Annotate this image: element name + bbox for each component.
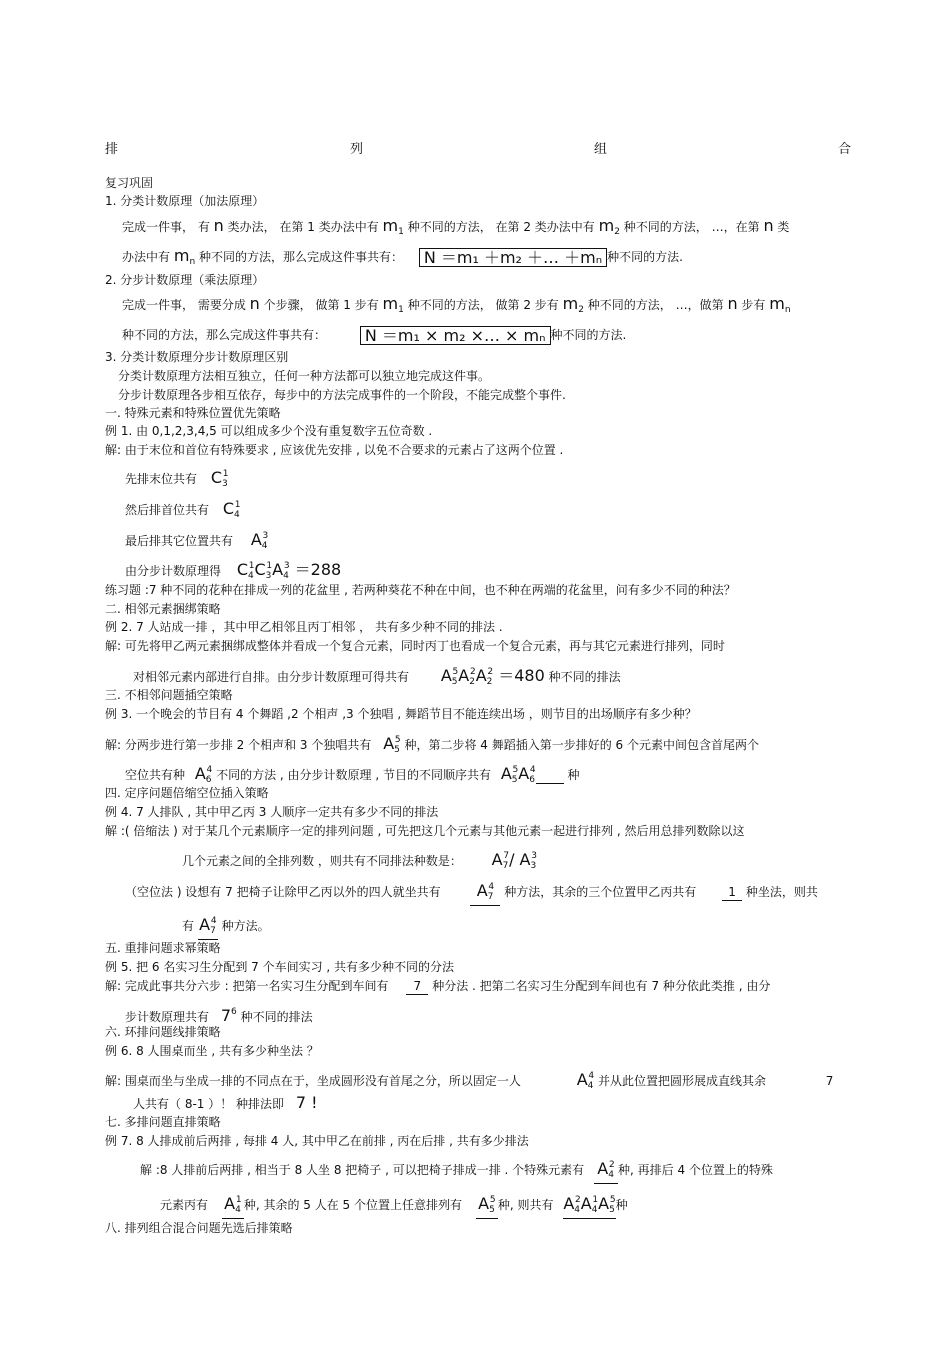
solution-1-result: 由分步计数原理得 $C_4^1C_3^1A_4^3 =288$	[125, 560, 342, 581]
example-2: 例 2. 7 人站成一排 ，其中甲乙相邻且丙丁相邻 ， 共有多少种不同的排法 .	[105, 620, 503, 634]
solution-2: 解: 可先将甲乙两元素捆绑成整体并看成一个复合元素，同时丙丁也看成一个复合元素，再与其它元素进行排列，同时	[105, 639, 725, 653]
product-formula-box: N ＝m₁ × m₂ ×… × mₙ	[360, 326, 551, 345]
title-char-4: 合	[838, 142, 852, 157]
solution-1: 解: 由于末位和首位有特殊要求 , 应该优先安排 , 以免不合要求的元素占了这两个位置 .	[105, 443, 564, 457]
example-5: 例 5. 把 6 名实习生分配到 7 个车间实习 , 共有多少种不同的分法	[105, 960, 455, 974]
strategy-2-heading: 二. 相邻元素捆绑策略	[105, 602, 221, 616]
strategy-5-heading: 五. 重排问题求幂策略	[105, 941, 221, 955]
multiplication-principle-line2: 种不同的方法，那么完成这件事共有： N ＝m₁ × m₂ ×… × mₙ 种不同的方法.	[122, 326, 627, 345]
solution-6-line1: 解: 围桌而坐与坐成一排的不同点在于，坐成圆形没有首尾之分，所以固定一人 $A_4^4$ 并从此位置把圆形展成直线其余 7	[105, 1070, 834, 1091]
solution-3-line2: 空位共有种 $A_6^4$ 不同的方法 , 由分步计数原理 , 节目的不同顺序共有 $A_5^5A_6^4$ 种	[125, 764, 580, 785]
multiplication-principle-line1: 完成一件事， 需要分成 n 个步骤， 做第 1 步有 $m_1$ 种不同的方法， 做第 2 步有 $m_2$ 种不同的方法， …，做第 n 步有 $m_n$	[122, 294, 791, 315]
example-4: 例 4. 7 人排队 , 其中甲乙丙 3 人顺序一定共有多少不同的排法	[105, 805, 439, 819]
strategy-7-heading: 七. 多排问题直排策略	[105, 1115, 221, 1129]
solution-4-line2: 几个元素之间的全排列数 ，则共有不同排法种数是： $A_7^7/$ $A_3^3$	[182, 850, 537, 871]
example-1: 例 1. 由 0,1,2,3,4,5 可以组成多少个没有重复数字五位奇数 .	[105, 424, 433, 438]
title-char-2: 列	[350, 142, 364, 157]
solution-6-line2: 人共有（ 8-1 ）！ 种排法即 7 !	[133, 1093, 318, 1112]
solution-1-step1: 先排末位共有 $C_3^1$	[125, 468, 229, 489]
solution-5-line2: 步计数原理共有 $7^6$ 种不同的排法	[125, 1006, 313, 1025]
solution-2-result: 对相邻元素内部进行自排。由分步计数原理可得共有 $A_5^5A_2^2A_2^2 =480$ 种不同的排法	[133, 666, 621, 687]
solution-1-step2: 然后排首位共有 $C_4^1$	[125, 499, 241, 520]
title-char-3: 组	[594, 142, 608, 157]
exercise-1: 练习题 :7 种不同的花种在排成一列的花盆里 , 若两种葵花不种在中间，也不种在两端的花盆里，问有多少不同的种法？	[105, 583, 736, 597]
sum-formula-box: N ＝m₁ ＋m₂ ＋… ＋mₙ	[419, 248, 607, 267]
solution-3-line1: 解: 分两步进行第一步排 2 个相声和 3 个独唱共有 $A_5^5$ 种，第二步将 4 舞蹈插入第一步排好的 6 个元素中间包含首尾两个	[105, 734, 759, 755]
strategy-4-heading: 四. 定序问题倍缩空位插入策略	[105, 786, 269, 800]
strategy-1-heading: 一. 特殊元素和特殊位置优先策略	[105, 406, 281, 420]
strategy-3-heading: 三. 不相邻问题插空策略	[105, 688, 233, 702]
solution-4-line3: （空位法 ) 设想有 7 把椅子让除甲乙丙以外的四人就坐共有 $A_7^4$ 种方法，其余的三个位置甲乙丙共有 1 种坐法，则共	[125, 880, 818, 906]
difference-line2: 分步计数原理各步相互依存，每步中的方法完成事件的一个阶段，不能完成整个事件.	[118, 388, 566, 402]
heading-addition-principle: 1. 分类计数原理（加法原理）	[105, 194, 265, 208]
addition-principle-line2: 办法中有 $m_n$ 种不同的方法，那么完成这件事共有： N ＝m₁ ＋m₂ ＋… ＋mₙ 种不同的方法.	[122, 246, 683, 267]
solution-4-line1: 解 :( 倍缩法 ) 对于某几个元素顺序一定的排列问题 , 可先把这几个元素与其他元素一起进行排列 , 然后用总排列数除以这	[105, 824, 745, 838]
example-7: 例 7. 8 人排成前后两排 , 每排 4 人, 其中甲乙在前排 , 丙在后排 , 共有多少排法	[105, 1134, 529, 1148]
heading-multiplication-principle: 2. 分步计数原理（乘法原理）	[105, 273, 265, 287]
solution-5-line1: 解: 完成此事共分六步 : 把第一名实习生分配到车间有 7 种分法 . 把第二名实习生分配到车间也有 7 种分依此类推 , 由分	[105, 979, 771, 993]
example-6: 例 6. 8 人围桌而坐 , 共有多少种坐法 ？	[105, 1044, 319, 1058]
difference-line1: 分类计数原理方法相互独立，任何一种方法都可以独立地完成这件事。	[118, 369, 491, 383]
heading-difference: 3. 分类计数原理分步计数原理区别	[105, 350, 289, 364]
section-review: 复习巩固	[105, 176, 154, 190]
solution-1-step3: 最后排其它位置共有 $A_4^3$	[125, 530, 269, 551]
example-3: 例 3. 一个晚会的节目有 4 个舞蹈 ,2 个相声 ,3 个独唱 , 舞蹈节目不能连续出场 ，则节目的出场顺序有多少种？	[105, 707, 697, 721]
solution-7-line1: 解 :8 人排前后两排 , 相当于 8 人坐 8 把椅子 , 可以把椅子排成一排 . 个特殊元素有 $A_4^2$ 种, 再排后 4 个位置上的特殊	[140, 1158, 773, 1184]
strategy-6-heading: 六. 环排问题线排策略	[105, 1025, 221, 1039]
addition-principle-line1: 完成一件事， 有 n 类办法， 在第 1 类办法中有 $m_1$ 种不同的方法， 在第 2 类办法中有 $m_2$ 种不同的方法， …，在第 n 类	[122, 216, 790, 237]
title-char-1: 排	[105, 142, 119, 157]
solution-7-line2: 元素丙有 $A_4^1$ 种, 其余的 5 人在 5 个位置上任意排列有 $A_5^5$ 种, 则共有 $A_4^2A_4^1A_5^5$种	[160, 1193, 628, 1219]
solution-4-line4: 有 $A_7^4$ 种方法。	[182, 914, 270, 940]
strategy-8-heading: 八. 排列组合混合问题先选后排策略	[105, 1221, 293, 1235]
